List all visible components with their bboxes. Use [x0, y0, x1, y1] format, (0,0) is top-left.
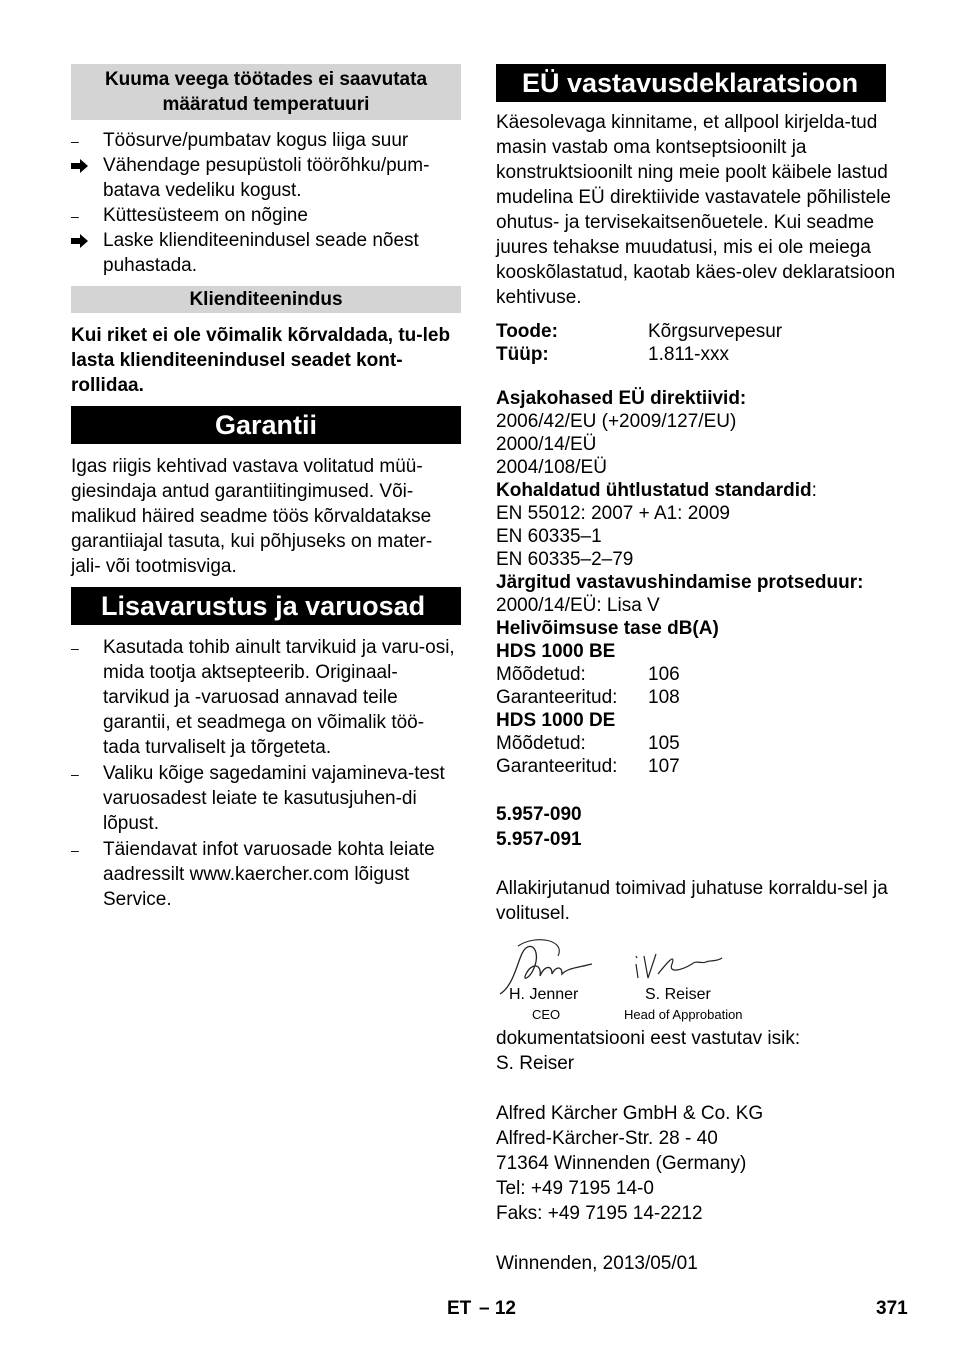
- directive-item: 2000/14/EÜ: [496, 434, 597, 455]
- signature1-title: CEO: [532, 1007, 561, 1022]
- product-value: Kõrgsurvepesur: [648, 321, 783, 342]
- signers-text: Allakirjutanud toimivad juhatuse korraldu-sel ja volitusel.: [496, 878, 888, 924]
- list-item-text: Vähendage pesupüstoli töörõhku/pum-batava vedeliku kogust.: [103, 155, 430, 201]
- type-label: Tüüp:: [496, 344, 549, 365]
- model-name: HDS 1000 BE: [496, 641, 616, 662]
- doc-responsible-label: dokumentatsiooni eest vastutav isik:: [496, 1028, 801, 1049]
- left-column: [71, 64, 461, 912]
- list-item-text: Laske klienditeenindusel seade nõest puhastada.: [103, 230, 419, 276]
- procedure-label: Järgitud vastavushindamise protseduur:: [496, 572, 864, 593]
- customer-service-text: Kui riket ei ole võimalik kõrvaldada, tu-leb lasta klienditeenindusel seadet kont-rollidaa.: [71, 325, 451, 396]
- footer-page-local: – 12: [479, 1298, 516, 1319]
- sound-label: Helivõimsuse tase dB(A): [496, 618, 719, 639]
- guaranteed-label: Garanteeritud:: [496, 756, 618, 777]
- customer-service-heading: Klienditeenindus: [71, 286, 461, 313]
- directives-block: [496, 387, 896, 778]
- list-item: [71, 153, 461, 203]
- place-date: Winnenden, 2013/05/01: [496, 1253, 698, 1274]
- dash-icon: [71, 203, 97, 229]
- guaranteed-value: 107: [648, 756, 680, 777]
- warranty-text: Igas riigis kehtivad vastava volitatud müü-giesindaja antud garantiitingimused. Või-malikud häired seadme töös kõrvaldatakse garantiiajal tasuta, kui põhjuseks on mater-jali- või tootmisviga.: [71, 456, 433, 577]
- address-line: Faks: +49 7195 14-2212: [496, 1203, 703, 1224]
- list-item-text: Täiendavat infot varuosade kohta leiate aadressilt www.kaercher.com lõigust Service.: [103, 839, 435, 910]
- guaranteed-label: Garanteeritud:: [496, 687, 618, 708]
- troubleshooting-heading: Kuuma veega töötades ei saavutata määratud temperatuuri: [71, 64, 461, 120]
- list-item: [71, 635, 461, 760]
- footer-page-total: 371: [876, 1298, 908, 1319]
- dash-icon: [71, 761, 97, 787]
- directive-item: 2006/42/EU (+2009/127/EU): [496, 411, 737, 432]
- dash-icon: [71, 635, 97, 661]
- model-sound-table: [496, 732, 680, 778]
- measured-label: Mõõdetud:: [496, 664, 586, 685]
- standard-item: EN 60335–1: [496, 526, 602, 547]
- directives-label: Asjakohased EÜ direktiivid:: [496, 388, 747, 409]
- doc-responsible-name: S. Reiser: [496, 1053, 575, 1074]
- address-line: 71364 Winnenden (Germany): [496, 1153, 747, 1174]
- signatures: [496, 934, 896, 1022]
- standards-colon: :: [811, 480, 817, 501]
- part-number: 5.957-091: [496, 829, 582, 850]
- address-line: Alfred Kärcher GmbH & Co. KG: [496, 1103, 764, 1124]
- declaration-intro: Käesolevaga kinnitame, et allpool kirjelda-tud masin vastab oma kontseptsioonilt ja konstruktsioonilt ning meie poolt käibele lastud mudelina EÜ direktiivide vastavatele põhilistele ohutus- ja tervisekaitsenõuetele. Kui seadme juures tehakse muudatusi, mis ei ole meiega kooskõlastatud, kaotab käes-olev deklaratsioon kehtivuse.: [496, 112, 896, 308]
- list-item: [71, 203, 461, 228]
- dash-icon: [71, 837, 97, 863]
- list-item: [71, 228, 461, 278]
- list-item-text: Valiku kõige sagedamini vajamineva-test varuosadest leiate te kasutusjuhen-di lõpust.: [103, 763, 445, 834]
- list-item-text: Küttesüsteem on nõgine: [103, 205, 308, 226]
- address-line: Tel: +49 7195 14-0: [496, 1178, 654, 1199]
- dash-icon: [71, 128, 97, 154]
- signature2-name: S. Reiser: [645, 986, 711, 1003]
- accessories-heading: Lisavarustus ja varuosad: [71, 587, 461, 625]
- signature1-name: H. Jenner: [509, 986, 579, 1003]
- declaration-heading: EÜ vastavusdeklaratsioon: [496, 64, 886, 102]
- list-item: [71, 837, 461, 912]
- part-number: 5.957-090: [496, 804, 582, 825]
- list-item-text: Töösurve/pumbatav kogus liiga suur: [103, 130, 409, 151]
- warranty-heading: Garantii: [71, 406, 461, 444]
- address-line: Alfred-Kärcher-Str. 28 - 40: [496, 1128, 718, 1149]
- measured-value: 105: [648, 733, 680, 754]
- model-name: HDS 1000 DE: [496, 710, 616, 731]
- list-item-text: Kasutada tohib ainult tarvikuid ja varu-osi, mida tootja aktsepteerib. Originaal-tarvikud ja -varuosad annavad teile garantii, et seadmega on võimalik töö-tada turvaliselt ja tõrgeteta.: [103, 637, 455, 758]
- standard-item: EN 60335–2–79: [496, 549, 634, 570]
- model-sound-table: [496, 663, 680, 709]
- measured-label: Mõõdetud:: [496, 733, 586, 754]
- procedure-value: 2000/14/EÜ: Lisa V: [496, 595, 660, 616]
- arrow-right-icon: [71, 228, 97, 256]
- footer-lang: ET: [447, 1298, 472, 1319]
- guaranteed-value: 108: [648, 687, 680, 708]
- standards-label: Kohaldatud ühtlustatud standardid: [496, 480, 812, 501]
- arrow-right-icon: [71, 153, 97, 181]
- right-column: [496, 64, 896, 1276]
- company-address: [496, 1101, 896, 1226]
- signature2-title: Head of Approbation: [624, 1007, 743, 1022]
- accessories-list: [71, 635, 461, 912]
- directive-item: 2004/108/EÜ: [496, 457, 607, 478]
- list-item: [71, 761, 461, 836]
- type-value: 1.811-xxx: [648, 344, 729, 365]
- product-label: Toode:: [496, 321, 558, 342]
- troubleshooting-list: [71, 128, 461, 278]
- standard-item: EN 55012: 2007 + A1: 2009: [496, 503, 731, 524]
- list-item: [71, 128, 461, 153]
- measured-value: 106: [648, 664, 680, 685]
- product-table: [496, 320, 782, 366]
